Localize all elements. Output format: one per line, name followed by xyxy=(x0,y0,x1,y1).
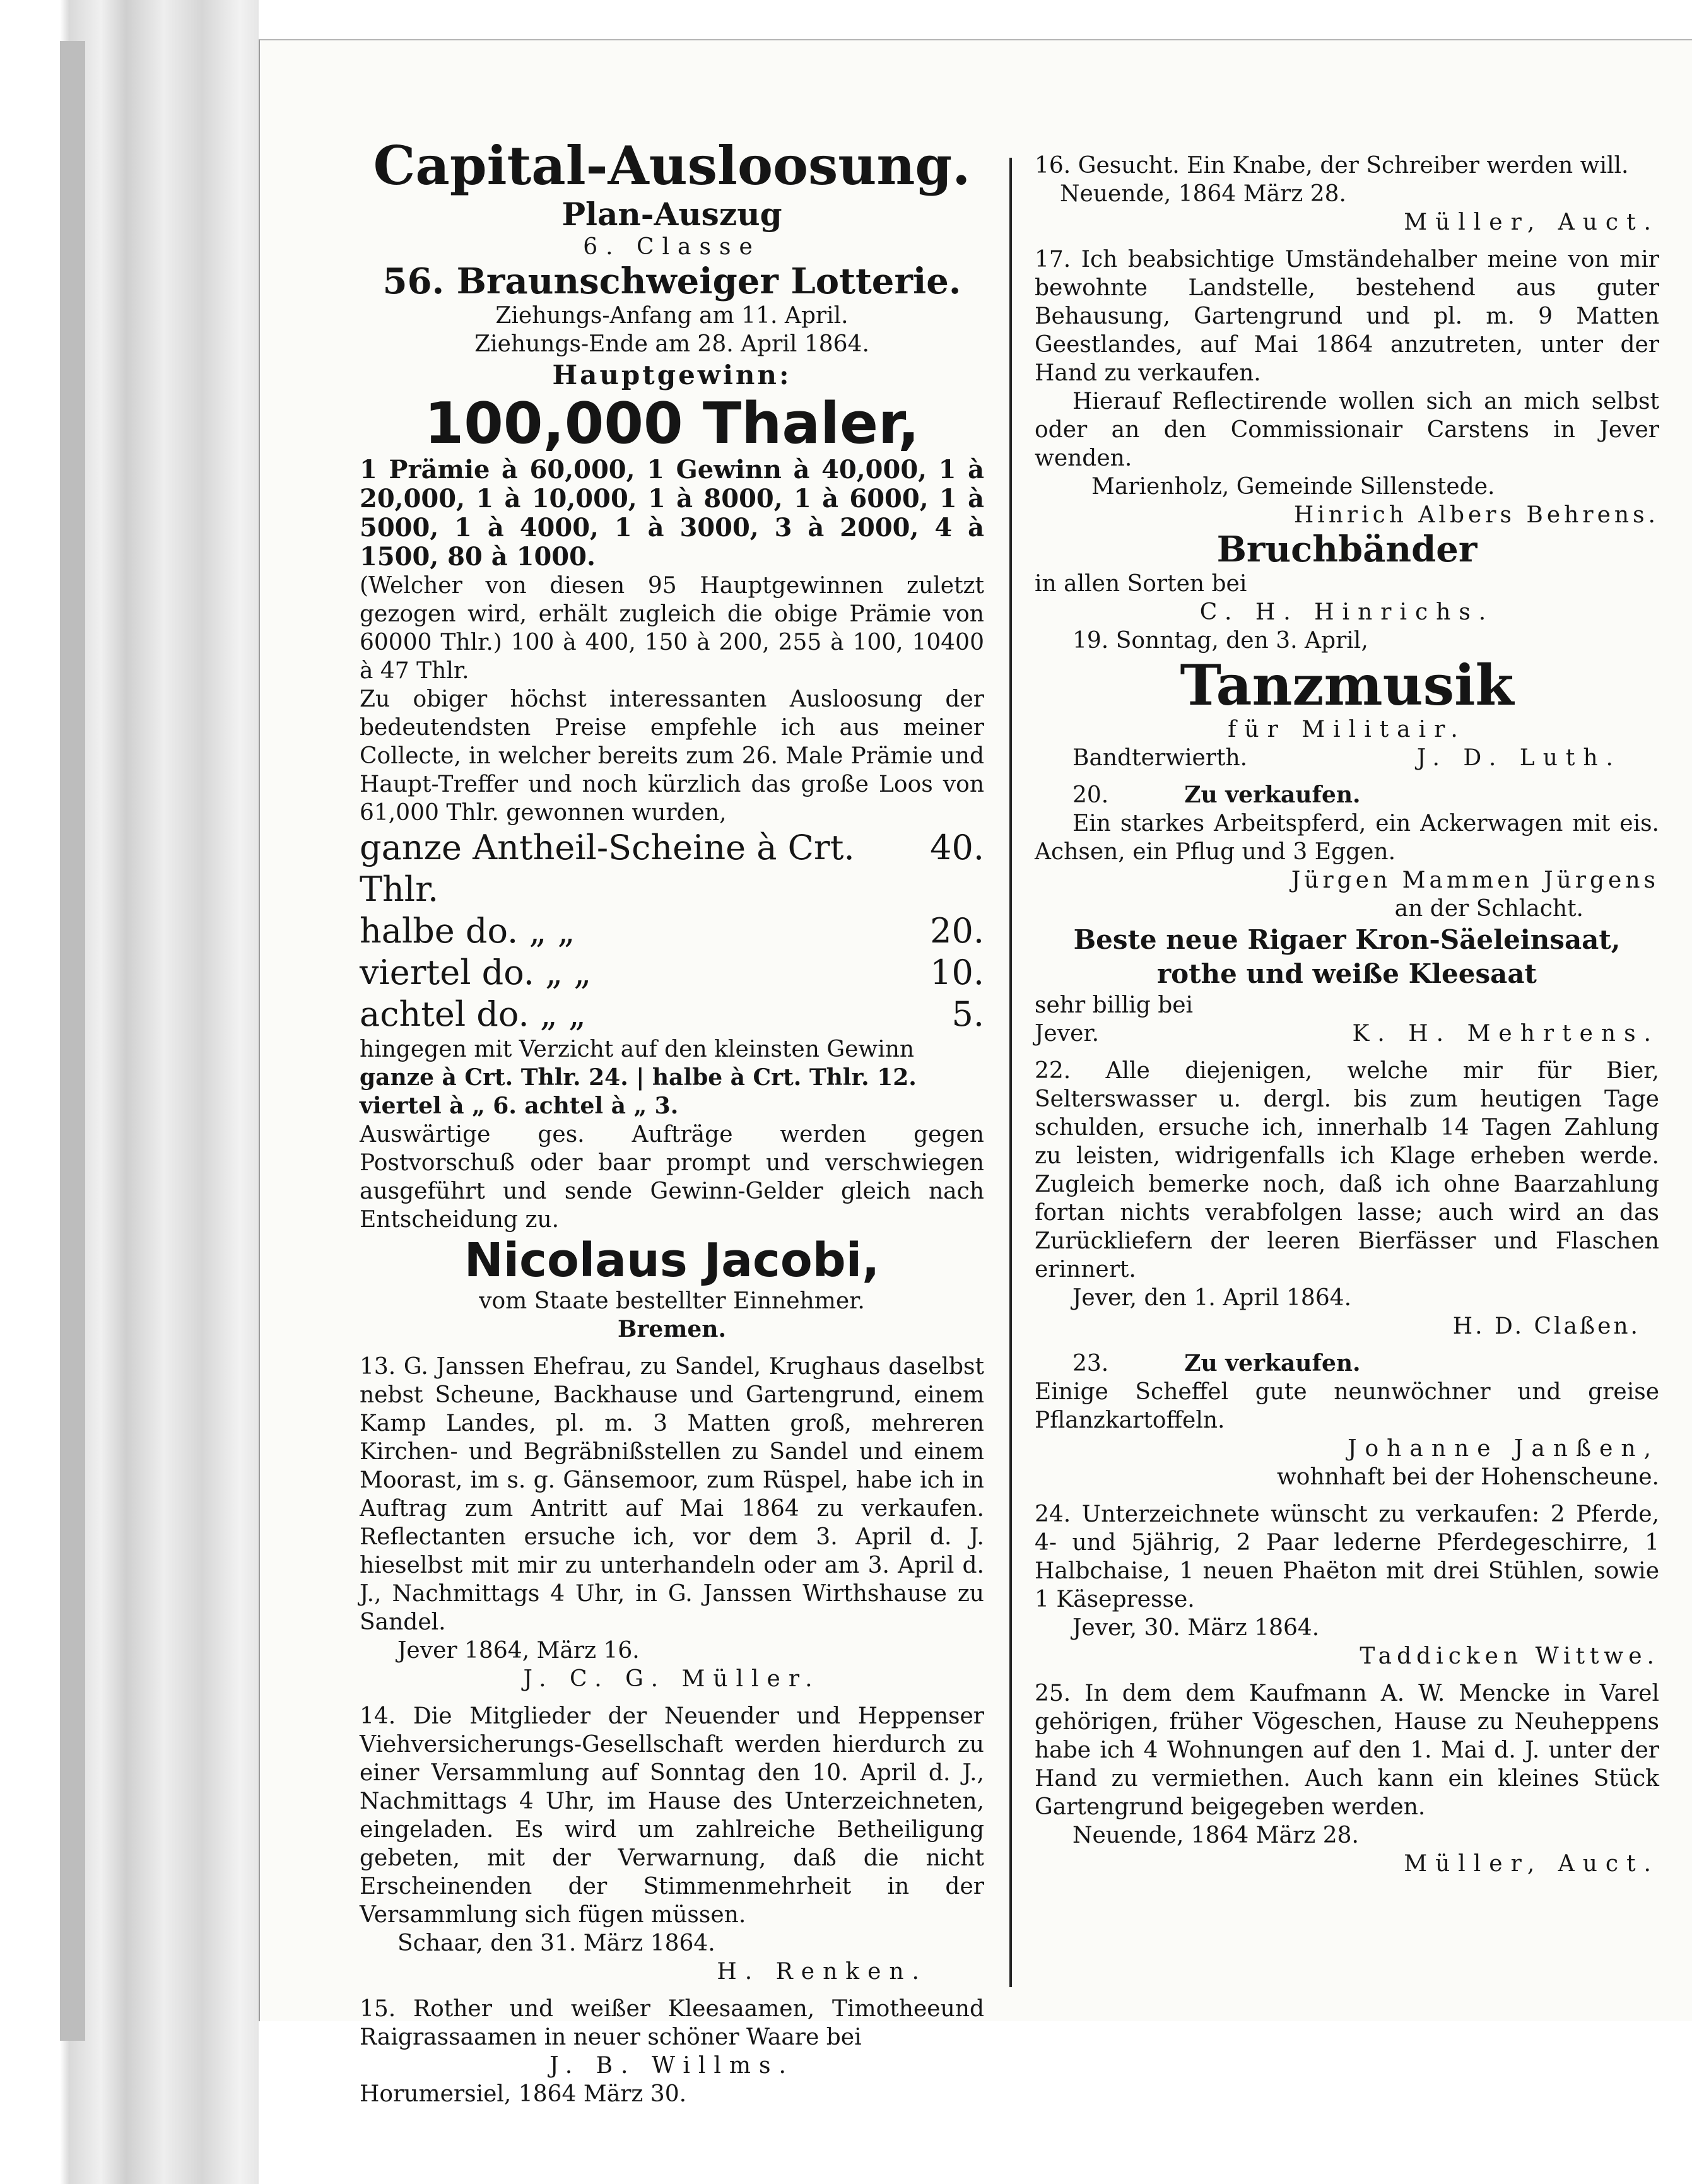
right-column xyxy=(1035,151,1659,1878)
column-divider xyxy=(1009,158,1012,1987)
share-row xyxy=(360,994,984,1035)
notice-13-date: Jever 1864, März 16. xyxy=(397,1638,640,1664)
prize-list: 1 Prämie à 60,000, 1 Gewinn à 40,000, 1 à 20,000, 1 à 10,000, 1 à 8000, 1 à 6000, 1 à 5000, 1 à 4000, 1 à 3000, 3 à 2000, 4 à 1500, 80 à 1000. xyxy=(360,455,984,572)
notice-20-place: an der Schlacht. xyxy=(1394,896,1583,922)
truss-ad-title: Bruchbänder xyxy=(1216,529,1478,570)
share-price: 10. xyxy=(930,953,984,992)
notice-24: 24. Unterzeichnete wünscht zu verkaufen: 2 Pferde, 4- und 5jährig, 2 Paar lederne Pferdegeschirre, 1 Halbchaise, 1 neuen Phaëton mit drei Stühlen, sowie 1 Käsepresse. xyxy=(1035,1501,1659,1612)
seed-ad-place: Jever. xyxy=(1035,1021,1100,1047)
notice-16-signature: Müller, Auct. xyxy=(1404,209,1659,235)
notice-24-signature: Taddicken Wittwe. xyxy=(1360,1643,1659,1669)
share-price: 40. xyxy=(930,828,984,867)
notice-19: 19. Sonntag, den 3. April, xyxy=(1072,628,1368,654)
dance-footer xyxy=(1035,744,1659,772)
share-row xyxy=(360,952,984,994)
dance-subtitle: für Militair. xyxy=(1228,717,1466,743)
notice-17-signature: Hinrich Albers Behrens. xyxy=(1293,502,1659,528)
seed-ad-text: sehr billig bei xyxy=(1035,992,1194,1018)
notice-13: 13. G. Janssen Ehefrau, zu Sandel, Krughaus daselbst nebst Scheune, Backhause und Gartengrund, einem Kamp Landes, pl. m. 3 Matten groß, mehreren Kirchen- und Begräbnißstellen zu Sandel und einem Moorast, im s. g. Gänsemoor, zum Rüspel, habe ich in Auftrag zum Antritt auf Mai 1864 zu verkaufen. Reflectanten ersuche ich, vor dem 3. April d. J. hieselbst mit mir zu unterhandeln oder am 3. April d. J., Nachmittags 4 Uhr, in G. Janssen Wirthshause zu Sandel. xyxy=(360,1354,984,1635)
waiver-note: hingegen mit Verzicht auf den kleinsten Gewinn xyxy=(360,1036,915,1062)
notice-23: Einige Scheffel gute neunwöchner und greise Pflanzkartoffeln. xyxy=(1035,1379,1659,1433)
notice-14: 14. Die Mitglieder der Neuender und Heppenser Viehversicherungs-Gesellschaft werden hierdurch zu einer Versammlung auf Sonntag den 10. April d. J., Nachmittags 4 Uhr, im Hause des Unterzeichneten, eingeladen. Es wird um zahlreiche Betheiligung gebeten, mit der Verwarnung, daß die nicht Erscheinenden der Stimmenmehrheit in der Versammlung sich fügen müssen. xyxy=(360,1703,984,1928)
notice-20-signature: Jürgen Mammen Jürgens xyxy=(1291,867,1659,893)
orders-note: Auswärtige ges. Aufträge werden gegen Postvorschuß oder baar prompt und verschwiegen ausgeführt und sende Gewinn-Gelder gleich nach Entscheidung zu. xyxy=(360,1122,984,1233)
notice-22-date: Jever, den 1. April 1864. xyxy=(1072,1285,1352,1311)
notice-17-place: Marienholz, Gemeinde Sillenstede. xyxy=(1091,474,1495,500)
left-column xyxy=(360,136,984,2108)
notice-20-header xyxy=(1035,781,1659,809)
notice-20-title: Zu verkaufen. xyxy=(1184,782,1361,808)
share-label: achtel do. „ „ xyxy=(360,994,586,1034)
notice-14-date: Schaar, den 31. März 1864. xyxy=(397,1930,715,1956)
draw-end: Ziehungs-Ende am 28. April 1864. xyxy=(474,331,869,357)
notice-23-signature: Johanne Janßen, xyxy=(1348,1436,1659,1462)
book-spine xyxy=(60,41,85,2041)
notice-13-signature: J. C. G. Müller. xyxy=(523,1666,821,1692)
lottery-class: 6. Classe xyxy=(583,234,761,260)
truss-ad-text: in allen Sorten bei xyxy=(1035,571,1247,597)
notice-25-date: Neuende, 1864 März 28. xyxy=(1072,1823,1359,1848)
lottery-subtitle: Plan-Auszug xyxy=(561,196,782,233)
share-label: viertel do. „ „ xyxy=(360,953,592,992)
seed-ad-footer xyxy=(1035,1019,1659,1048)
main-prize-amount: 100,000 Thaler, xyxy=(424,390,920,457)
notice-22: 22. Alle diejenigen, welche mir für Bier, Selterswasser u. dergl. bis zum heutigen Tage schulden, ersuche ich, innerhalb 14 Tagen Zahlung zu leisten, widrigenfalls ich Klage erheben werde. Zugleich bemerke noch, daß ich ohne Baarzahlung fortan nichts verabfolgen lasse; auch wird an das Zurückliefern der leeren Bierfässer und Flaschen erinnert. xyxy=(1035,1058,1659,1283)
notice-22-signature: H. D. Claßen. xyxy=(1452,1313,1640,1339)
dance-host-name: J. D. Luth. xyxy=(1416,745,1621,771)
share-row xyxy=(360,827,984,910)
notice-25-signature: Müller, Auct. xyxy=(1404,1851,1659,1877)
notice-23-header xyxy=(1035,1349,1659,1378)
notice-23-title: Zu verkaufen. xyxy=(1184,1350,1361,1377)
share-row xyxy=(360,910,984,952)
notice-16: 16. Gesucht. Ein Knabe, der Schreiber werden will. xyxy=(1035,153,1629,179)
notice-15: 15. Rother und weißer Kleesaamen, Timotheeund Raigrassaamen in neuer schöner Waare bei xyxy=(360,1996,984,2050)
seed-ad-signature: K. H. Mehrtens. xyxy=(1352,1021,1659,1047)
waiver-prices-1: ganze à Crt. Thlr. 24. | halbe à Crt. Thlr. 12. xyxy=(360,1064,917,1091)
notice-17-contact: Hierauf Reflectirende wollen sich an mich selbst oder an den Commissionair Carstens in Jever wenden. xyxy=(1035,389,1659,471)
seed-ad-title: Beste neue Rigaer Kron-Säeleinsaat, xyxy=(1073,924,1621,955)
notice-20-number: 20. xyxy=(1072,782,1109,808)
book-page-edges xyxy=(0,0,259,2184)
dance-title: Tanzmusik xyxy=(1180,652,1514,718)
share-label: halbe do. „ „ xyxy=(360,911,575,951)
lottery-title: Capital-Ausloosung. xyxy=(373,134,971,197)
dance-host-role: Bandterwierth. xyxy=(1072,745,1248,771)
lottery-name: 56. Braunschweiger Lotterie. xyxy=(382,261,961,302)
truss-ad-signature: C. H. Hinrichs. xyxy=(1199,599,1495,625)
notice-23-place: wohnhaft bei der Hohenscheune. xyxy=(1276,1464,1659,1490)
share-price: 20. xyxy=(930,911,984,951)
draw-start: Ziehungs-Anfang am 11. April. xyxy=(495,303,849,329)
prize-note: (Welcher von diesen 95 Hauptgewinnen zuletzt gezogen wird, erhält zugleich die obige Prämie von 60000 Thlr.) 100 à 400, 150 à 200, 255 à 100, 10400 à 47 Thlr. xyxy=(360,573,984,684)
waiver-prices-2: viertel à „ 6. achtel à „ 3. xyxy=(360,1093,679,1119)
notice-25: 25. In dem dem Kaufmann A. W. Mencke in Varel gehörigen, früher Vögeschen, Hause zu Neuheppens habe ich 4 Wohnungen auf den 1. Mai d. J. unter der Hand zu vermiethen. Auch kann ein kleines Stück Gartengrund beigegeben werden. xyxy=(1035,1681,1659,1820)
seed-ad-subtitle: rothe und weiße Kleesaat xyxy=(1157,958,1537,989)
share-label: ganze Antheil-Scheine à Crt. Thlr. xyxy=(360,828,855,909)
agent-title: vom Staate bestellter Einnehmer. xyxy=(479,1288,865,1314)
lottery-offer: Zu obiger höchst interessanten Ausloosung der bedeutendsten Preise empfehle ich aus meiner Collecte, in welcher bereits zum 26. Male Prämie und Haupt-Treffer und noch kürzlich das große Loos von 61,000 Thlr. gewonnen wurden, xyxy=(360,686,984,826)
notice-23-number: 23. xyxy=(1072,1351,1109,1377)
main-prize-label: Hauptgewinn: xyxy=(552,360,792,390)
notice-17: 17. Ich beabsichtige Umständehalber meine von mir bewohnte Landstelle, bestehend aus guter Behausung, Gartengrund und pl. m. 9 Matten Geestlandes, auf Mai 1864 anzutreten, unter der Hand zu verkaufen. xyxy=(1035,247,1659,386)
notice-20: Ein starkes Arbeitspferd, ein Ackerwagen mit eis. Achsen, ein Pflug und 3 Eggen. xyxy=(1035,811,1659,865)
notice-15-signature: J. B. Willms. xyxy=(549,2053,794,2079)
notice-14-signature: H. Renken. xyxy=(717,1959,927,1985)
notice-16-date: Neuende, 1864 März 28. xyxy=(1060,181,1346,207)
notice-24-date: Jever, 30. März 1864. xyxy=(1072,1615,1320,1641)
notice-15-date: Horumersiel, 1864 März 30. xyxy=(360,2081,687,2107)
agent-city: Bremen. xyxy=(617,1316,726,1342)
share-price: 5. xyxy=(951,994,984,1034)
agent-name: Nicolaus Jacobi, xyxy=(464,1233,880,1288)
